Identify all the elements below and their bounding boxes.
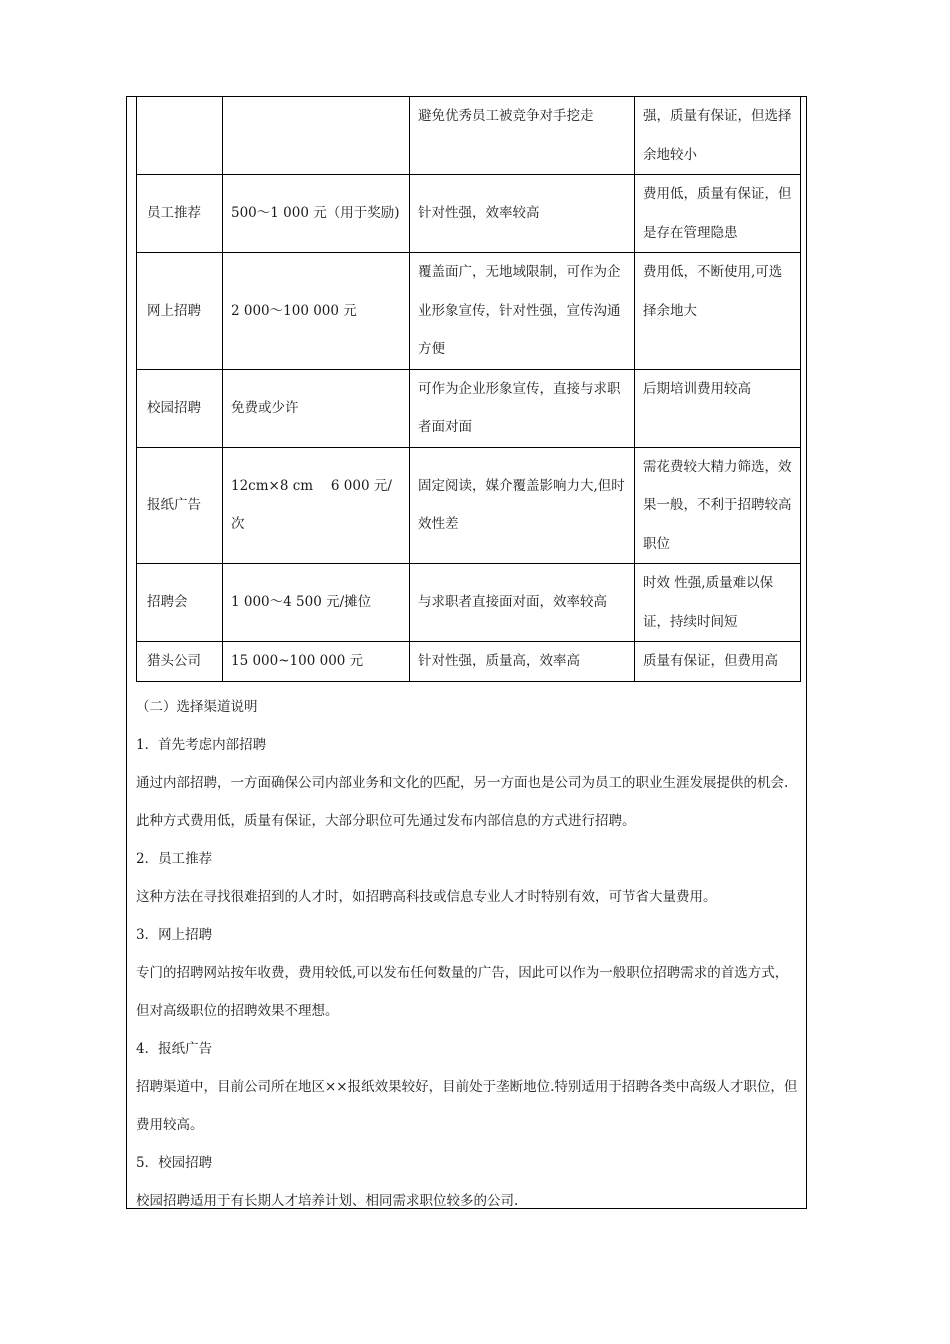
channel-cell: 员工推荐 xyxy=(137,175,223,253)
cost-cell: 1 000～4 500 元/摊位 xyxy=(223,564,410,642)
note-body: 通过内部招聘，一方面确保公司内部业务和文化的匹配，另一方面也是公司为员工的职业生涯发展提供的机会.此种方式费用低，质量有保证，大部分职位可先通过发布内部信息的方式进行招聘。 xyxy=(136,775,789,829)
advantage-cell: 避免优秀员工被竞争对手挖走 xyxy=(410,97,635,175)
channel-cell xyxy=(137,97,223,175)
channel-cell: 招聘会 xyxy=(137,564,223,642)
cost-cell: 15 000~100 000 元 xyxy=(223,642,410,682)
advantage-cell: 针对性强，质量高，效率高 xyxy=(410,642,635,682)
disadvantage-cell: 时效 性强,质量难以保证，持续时间短 xyxy=(635,564,801,642)
cost-cell: 免费或少许 xyxy=(223,369,410,447)
disadvantage-cell: 费用低，质量有保证，但是存在管理隐患 xyxy=(635,175,801,253)
advantage-cell: 与求职者直接面对面，效率较高 xyxy=(410,564,635,642)
disadvantage-cell: 后期培训费用较高 xyxy=(635,369,801,447)
disadvantage-cell: 质量有保证，但费用高 xyxy=(635,642,801,682)
note-body: 专门的招聘网站按年收费，费用较低,可以发布任何数量的广告，因此可以作为一般职位招聘需求的首选方式，但对高级职位的招聘效果不理想。 xyxy=(136,965,789,1019)
disadvantage-cell: 费用低，不断使用,可选择余地大 xyxy=(635,253,801,370)
channel-cell: 校园招聘 xyxy=(137,369,223,447)
channel-cell: 网上招聘 xyxy=(137,253,223,370)
cost-cell xyxy=(223,97,410,175)
note-heading: 4．报纸广告 xyxy=(136,1041,213,1057)
note-body: 校园招聘适用于有长期人才培养计划、相同需求职位较多的公司. xyxy=(136,1193,519,1209)
note-heading: 3．网上招聘 xyxy=(136,927,213,943)
advantage-cell: 针对性强，效率较高 xyxy=(410,175,635,253)
table-row xyxy=(137,642,801,682)
cost-cell: 2 000～100 000 元 xyxy=(223,253,410,370)
channel-selection-notes xyxy=(136,688,800,1220)
channel-cell: 报纸广告 xyxy=(137,447,223,564)
table-row xyxy=(137,564,801,642)
table-row xyxy=(137,369,801,447)
note-body: 这种方法在寻找很难招到的人才时，如招聘高科技或信息专业人才时特别有效，可节省大量费用。 xyxy=(136,889,717,905)
note-heading: 2．员工推荐 xyxy=(136,851,213,867)
advantage-cell: 固定阅读，媒介覆盖影响力大,但时效性差 xyxy=(410,447,635,564)
table-row xyxy=(137,97,801,175)
advantage-cell: 可作为企业形象宣传，直接与求职者面对面 xyxy=(410,369,635,447)
note-body: 招聘渠道中，目前公司所在地区××报纸效果较好，目前处于垄断地位.特别适用于招聘各类中高级人才职位，但费用较高。 xyxy=(136,1079,798,1133)
channel-cell: 猎头公司 xyxy=(137,642,223,682)
section-title: （二）选择渠道说明 xyxy=(136,699,258,715)
disadvantage-cell: 需花费较大精力筛选，效果一般，不利于招聘较高职位 xyxy=(635,447,801,564)
recruitment-channel-table xyxy=(136,96,801,682)
advantage-cell: 覆盖面广，无地域限制，可作为企业形象宣传，针对性强，宣传沟通方便 xyxy=(410,253,635,370)
table-row xyxy=(137,447,801,564)
note-heading: 1．首先考虑内部招聘 xyxy=(136,737,267,753)
cost-cell: 500～1 000 元（用于奖励) xyxy=(223,175,410,253)
table-row xyxy=(137,175,801,253)
cost-cell: 12cm×8 cm 6 000 元/次 xyxy=(223,447,410,564)
table-row xyxy=(137,253,801,370)
note-heading: 5．校园招聘 xyxy=(136,1155,213,1171)
disadvantage-cell: 强，质量有保证，但选择余地较小 xyxy=(635,97,801,175)
